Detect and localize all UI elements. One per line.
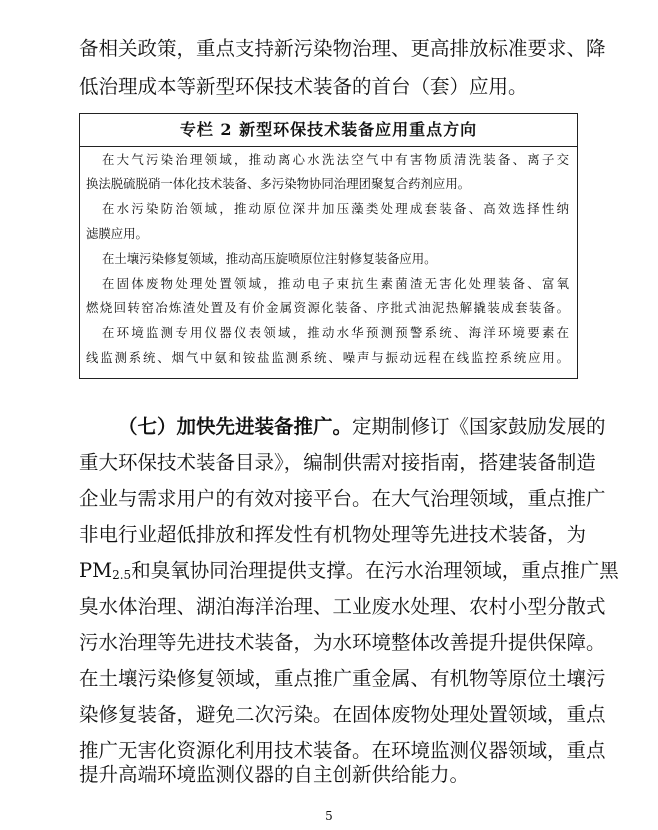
box-line: 线监测系统、烟气中氨和铵盐监测系统、噪声与振动远程在线监控系统应用。	[86, 350, 569, 365]
box-line: 在环境监测专用仪器仪表领域，推动水华预测预警系统、海洋环境要素在	[102, 325, 569, 340]
paragraph-line: 非电行业超低排放和挥发性有机物处理等先进技术装备，为	[79, 523, 587, 546]
paragraph-line: 低治理成本等新型环保技术装备的首台（套）应用。	[79, 75, 528, 98]
paragraph-line: 重大环保技术装备目录》，编制供需对接指南，搭建装备制造	[79, 451, 596, 474]
paragraph-line: 在土壤污染修复领域，重点推广重金属、有机物等原位土壤污	[79, 667, 606, 690]
paragraph-line: 染修复装备，避免二次污染。在固体废物处理处置领域，重点	[79, 703, 606, 726]
page-number: 5	[325, 809, 333, 823]
paragraph-line: 提升高端环境监测仪器的自主创新供给能力。	[79, 763, 470, 786]
paragraph-line: 污水治理等先进技术装备，为水环境整体改善提升提供保障。	[79, 631, 606, 654]
box-line: 在土壤污染修复领域，推动高压旋喷原位注射修复装备应用。	[102, 251, 437, 266]
paragraph-line: 备相关政策，重点支持新污染物治理、更高排放标准要求、降	[79, 37, 606, 60]
box-title: 专栏 2 新型环保技术装备应用重点方向	[80, 114, 577, 147]
section-text: 定期制修订《国家鼓励发展的	[352, 415, 606, 438]
box-line: 在大气污染治理领域，推动离心水洗法空气中有害物质清洗装备、离子交	[102, 152, 569, 167]
feature-box	[79, 113, 578, 379]
pm-subscript: 2.5	[112, 568, 132, 582]
paragraph-line: 推广无害化资源化利用技术装备。在环境监测仪器领域，重点	[79, 739, 606, 762]
box-line: 在固体废物处理处置领域，推动电子束抗生素菌渣无害化处理装备、富氧	[102, 276, 569, 291]
section-first-line	[118, 415, 606, 439]
paragraph-line: 臭水体治理、湖泊海洋治理、工业废水处理、农村小型分散式	[79, 595, 606, 618]
paragraph-line	[79, 559, 619, 587]
box-line: 换法脱硫脱硝一体化技术装备、多污染物协同治理团聚复合药剂应用。	[86, 176, 471, 191]
section-heading: （七）加快先进装备推广。	[118, 415, 353, 438]
box-line: 燃烧回转窑冶炼渣处置及有价金属资源化装备、序批式油泥热解撬装成套装备。	[86, 300, 569, 315]
paragraph-line: 企业与需求用户的有效对接平台。在大气治理领域，重点推广	[79, 487, 606, 510]
paragraph-text: 和臭氧协同治理提供支撑。在污水治理领域，重点推广黑	[131, 559, 619, 582]
pm-text: PM	[79, 559, 113, 582]
box-line: 在水污染防治领域，推动原位深井加压藻类处理成套装备、高效选择性纳	[102, 201, 569, 216]
box-line: 滤膜应用。	[86, 226, 148, 241]
